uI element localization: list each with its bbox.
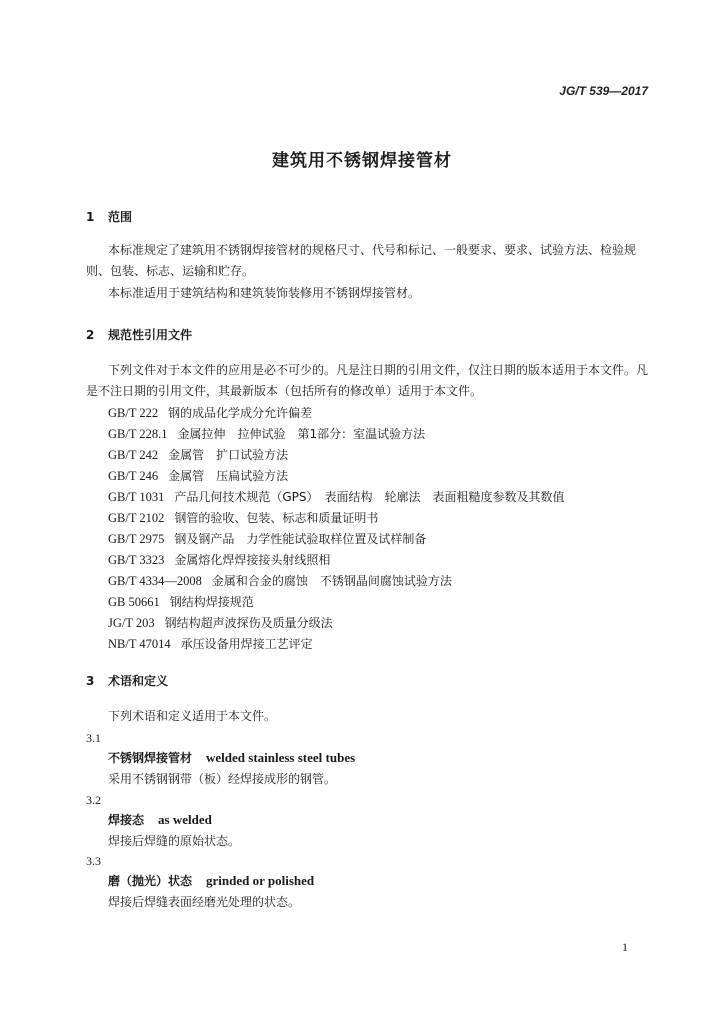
reference-item (108, 593, 254, 610)
reference-item (108, 467, 288, 484)
reference-name: 钢结构焊接规范 (169, 595, 254, 609)
reference-code: GB/T 222 (108, 406, 159, 420)
reference-name: 产品几何技术规范（GPS） 表面结构 轮廓法 表面粗糙度参数及其数值 (174, 490, 565, 504)
reference-item (108, 509, 378, 526)
reference-code: GB/T 2102 (108, 511, 165, 525)
term-english: grinded or polished (206, 873, 315, 888)
term-heading (108, 872, 314, 889)
term-chinese: 焊接态 (108, 813, 145, 827)
reference-name: 金属熔化焊焊接接头射线照相 (174, 553, 331, 567)
reference-name: 承压设备用焊接工艺评定 (180, 637, 313, 651)
reference-item (108, 488, 565, 505)
reference-item (108, 614, 333, 631)
normative-intro-paragraph: 下列文件对于本文件的应用是必不可少的。凡是注日期的引用文件，仅注日期的版本适用于本文件。凡是不注日期的引用文件，其最新版本（包括所有的修改单）适用于本文件。 (86, 363, 649, 398)
reference-name: 钢结构超声波探伤及质量分级法 (164, 616, 333, 630)
reference-name: 钢的成品化学成分允许偏差 (168, 406, 313, 420)
term-number: 3.3 (86, 854, 101, 868)
page-number: 1 (622, 940, 628, 954)
scope-paragraph-2: 本标准适用于建筑结构和建筑装饰装修用不锈钢焊接管材。 (108, 286, 421, 300)
section-title: 规范性引用文件 (108, 328, 193, 342)
term-number: 3.1 (86, 731, 101, 745)
section-title: 范围 (108, 210, 133, 224)
term-chinese: 不锈钢焊接管材 (108, 751, 193, 765)
reference-code: GB/T 4334—2008 (108, 574, 202, 588)
reference-name: 金属管 压扁试验方法 (168, 469, 289, 483)
reference-code: GB/T 2975 (108, 532, 165, 546)
reference-item (108, 425, 425, 442)
term-english: as welded (158, 812, 212, 827)
term-heading (108, 749, 355, 766)
reference-item (108, 446, 288, 463)
terms-intro-paragraph: 下列术语和定义适用于本文件。 (108, 709, 277, 723)
section-heading-terms (86, 672, 168, 689)
reference-item (108, 551, 330, 568)
reference-code: GB/T 3323 (108, 553, 165, 567)
reference-name: 钢及钢产品 力学性能试验取样位置及试样制备 (174, 532, 427, 546)
reference-item (108, 572, 452, 589)
reference-code: GB/T 1031 (108, 490, 165, 504)
section-heading-scope (86, 208, 132, 225)
section-number: 3 (86, 674, 95, 688)
term-definition: 焊接后焊缝表面经磨光处理的状态。 (108, 895, 301, 909)
term-heading (108, 811, 212, 828)
reference-code: JG/T 203 (108, 616, 155, 630)
term-number: 3.2 (86, 793, 101, 807)
reference-code: NB/T 47014 (108, 637, 171, 651)
reference-code: GB 50661 (108, 595, 160, 609)
reference-name: 钢管的验收、包装、标志和质量证明书 (174, 511, 379, 525)
term-definition: 采用不锈钢钢带（板）经焊接成形的钢管。 (108, 772, 337, 786)
reference-item (108, 530, 426, 547)
reference-code: GB/T 228.1 (108, 427, 168, 441)
reference-name: 金属和合金的腐蚀 不锈钢晶间腐蚀试验方法 (211, 574, 452, 588)
scope-paragraph-1: 本标准规定了建筑用不锈钢焊接管材的规格尺寸、代号和标记、一般要求、要求、试验方法、检验规则、包装、标志、运输和贮存。 (86, 243, 637, 278)
section-number: 2 (86, 328, 95, 342)
section-title: 术语和定义 (108, 674, 169, 688)
reference-name: 金属拉伸 拉伸试验 第1部分：室温试验方法 (177, 427, 426, 441)
term-english: welded stainless steel tubes (206, 750, 356, 765)
reference-item (108, 635, 313, 652)
section-heading-normative-references (86, 326, 192, 343)
document-title: 建筑用不锈钢焊接管材 (272, 151, 452, 171)
reference-code: GB/T 242 (108, 448, 159, 462)
standard-code: JG/T 539—2017 (559, 84, 648, 98)
section-number: 1 (86, 210, 95, 224)
reference-name: 金属管 扩口试验方法 (168, 448, 289, 462)
term-definition: 焊接后焊缝的原始状态。 (108, 834, 241, 848)
term-chinese: 磨（抛光）状态 (108, 874, 193, 888)
reference-item (108, 404, 312, 421)
reference-code: GB/T 246 (108, 469, 159, 483)
